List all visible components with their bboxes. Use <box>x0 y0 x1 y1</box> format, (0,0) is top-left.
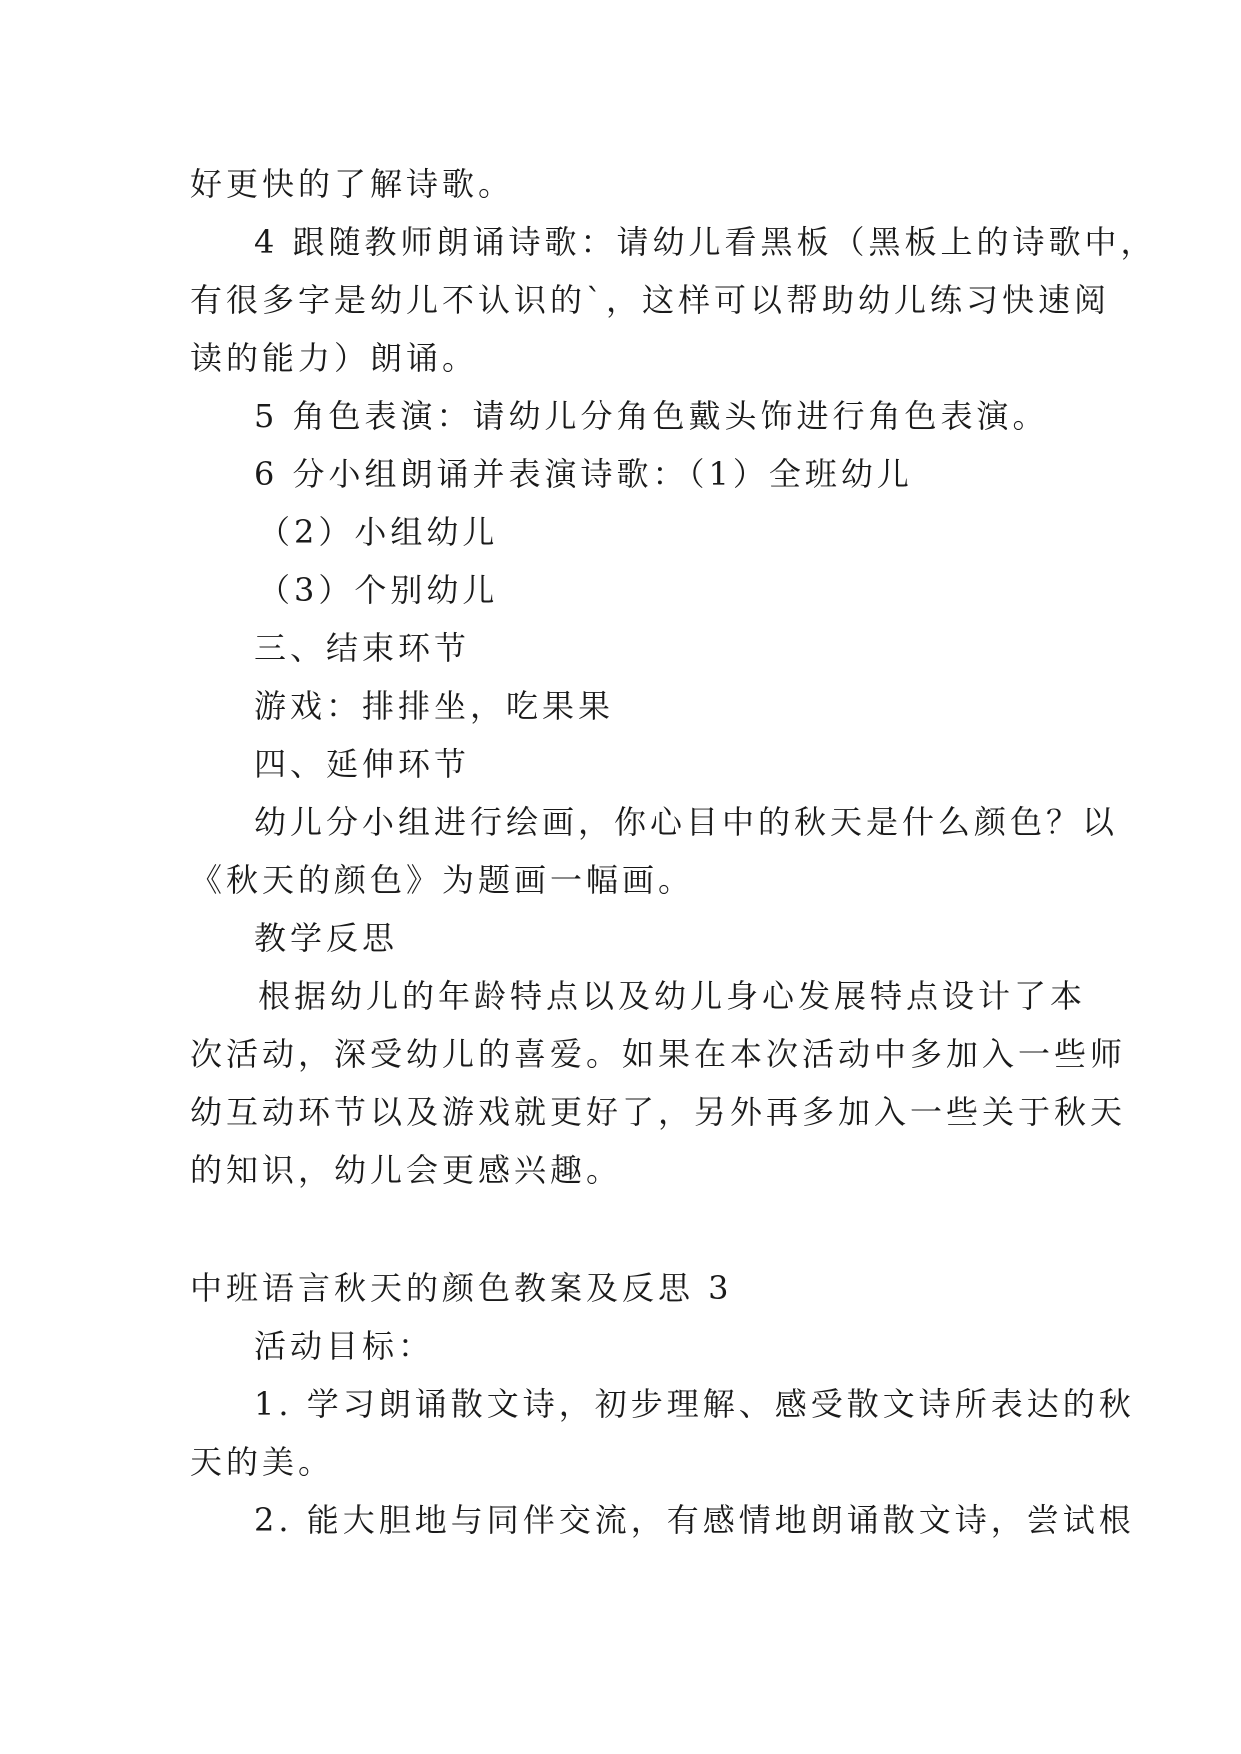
section-heading: 三、结束环节 <box>254 629 471 667</box>
section-heading: 教学反思 <box>254 919 399 957</box>
section-heading: 活动目标： <box>254 1327 435 1365</box>
text-line: 有很多字是幼儿不认识的`，这样可以帮助幼儿练习快速阅 <box>190 281 1111 319</box>
text-line: 幼互动环节以及游戏就更好了，另外再多加入一些关于秋天 <box>190 1093 1127 1131</box>
text-line: 4 跟随教师朗诵诗歌：请幼儿看黑板（黑板上的诗歌中， <box>254 223 1157 261</box>
text-line: 游戏：排排坐，吃果果 <box>254 687 615 725</box>
text-line: 5 角色表演：请幼儿分角色戴头饰进行角色表演。 <box>254 397 1049 435</box>
text-line: 6 分小组朗诵并表演诗歌：（1）全班幼儿 <box>254 455 913 493</box>
text-line: （3）个别幼儿 <box>258 571 499 609</box>
section-heading: 四、延伸环节 <box>254 745 471 783</box>
text-line: （2）小组幼儿 <box>258 513 499 551</box>
document-title: 中班语言秋天的颜色教案及反思 3 <box>190 1269 733 1307</box>
text-line: 根据幼儿的年龄特点以及幼儿身心发展特点设计了本 <box>258 977 1087 1015</box>
text-line: 2. 能大胆地与同伴交流，有感情地朗诵散文诗，尝试根 <box>254 1501 1135 1539</box>
text-line: 幼儿分小组进行绘画，你心目中的秋天是什么颜色？以 <box>254 803 1119 841</box>
text-line: 天的美。 <box>190 1443 335 1481</box>
text-line: 1. 学习朗诵散文诗，初步理解、感受散文诗所表达的秋 <box>254 1385 1135 1423</box>
text-line: 读的能力）朗诵。 <box>190 339 479 377</box>
text-line: 次活动，深受幼儿的喜爱。如果在本次活动中多加入一些师 <box>190 1035 1127 1073</box>
text-line: 好更快的了解诗歌。 <box>190 165 515 203</box>
text-line: 《秋天的颜色》为题画一幅画。 <box>190 861 695 899</box>
text-line: 的知识，幼儿会更感兴趣。 <box>190 1151 623 1189</box>
